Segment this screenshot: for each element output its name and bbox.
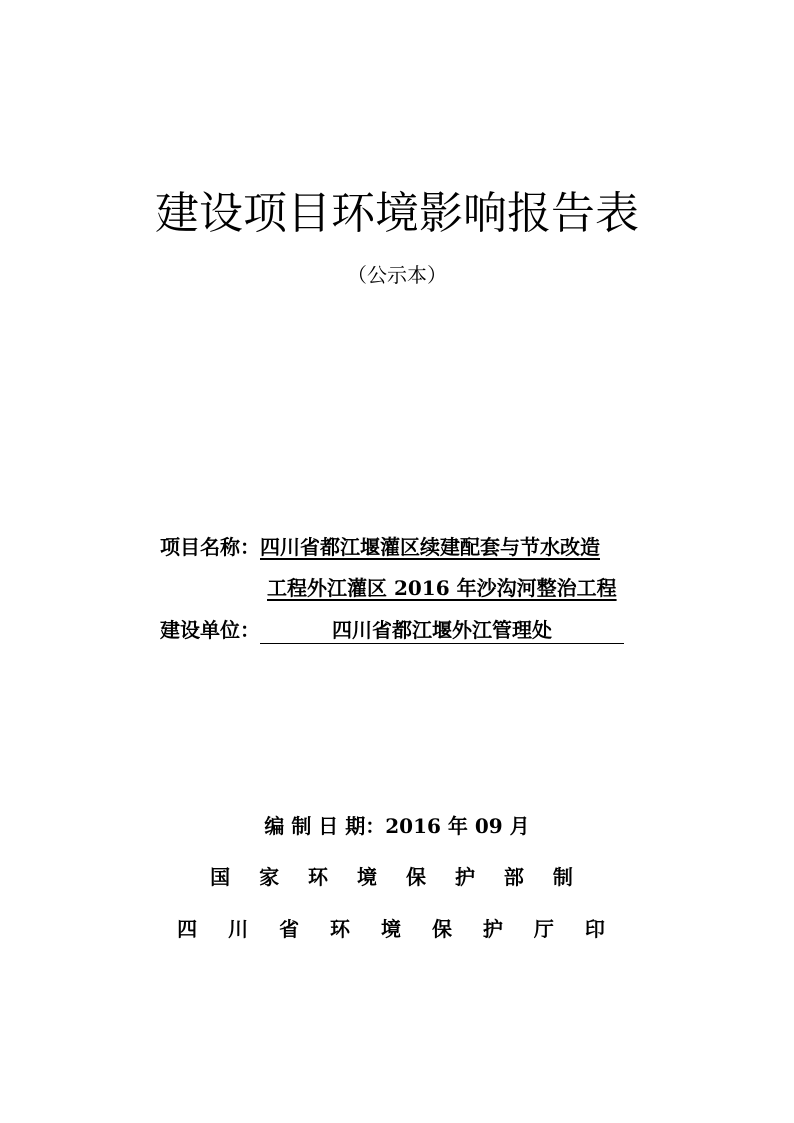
page-title: 建设项目环境影响报告表	[155, 188, 639, 239]
issuer-line: 国 家 环 境 保 护 部 制	[210, 865, 584, 889]
project-name-value-line1: 四川省都江堰灌区续建配套与节水改造	[260, 535, 600, 559]
compile-date-value: 2016 年 09 月	[385, 814, 530, 838]
builder-row	[160, 615, 624, 645]
project-name-row	[160, 532, 600, 562]
compile-date-label: 编 制 日 期：	[264, 814, 386, 838]
project-name-label: 项目名称：	[160, 535, 260, 559]
page-subtitle: （公示本）	[347, 263, 447, 287]
printer-line: 四 川 省 环 境 保 护 厅 印	[177, 917, 617, 941]
project-name-continuation-row	[267, 573, 617, 603]
compile-date-row	[0, 811, 794, 841]
project-name-value-line2: 工程外江灌区 2016 年沙沟河整治工程	[267, 576, 617, 600]
builder-value: 四川省都江堰外江管理处	[260, 617, 624, 644]
builder-label: 建设单位：	[160, 618, 260, 642]
